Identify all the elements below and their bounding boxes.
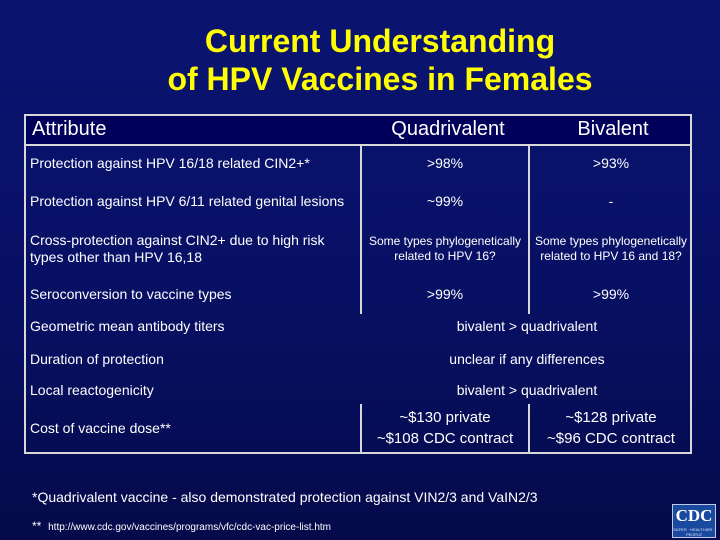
row1-quadrivalent <box>362 146 528 180</box>
row3-bivalent: Some types phylogenetically related to HPV 16 and 18? <box>534 234 688 263</box>
row8-bivalent <box>530 404 692 452</box>
header-attribute: Attribute <box>32 118 107 140</box>
table-bottom-border <box>24 452 692 454</box>
footnote-quadrivalent: *Quadrivalent vaccine - also demonstrated protection against VIN2/3 and VaIN2/3 <box>32 489 538 505</box>
row8-quadrivalent <box>362 404 528 452</box>
row1-attribute: Protection against HPV 16/18 related CIN2+* <box>30 154 310 171</box>
cdc-logo-tagline: SAFER · HEALTHIER · PEOPLE <box>673 527 715 537</box>
row1-bivalent <box>530 146 692 180</box>
header-quadrivalent: Quadrivalent <box>391 118 505 140</box>
footnote-price-list <box>32 519 331 533</box>
row4-quadrivalent: >99% <box>426 285 464 302</box>
title-line-2: of HPV Vaccines in Females <box>167 61 593 97</box>
comparison-table <box>24 114 692 454</box>
row7-attribute: Local reactogenicity <box>30 381 154 398</box>
row3-attribute: Cross-protection against CIN2+ due to high risk types other than HPV 16,18 <box>30 232 325 265</box>
row5-attribute: Geometric mean antibody titers <box>30 317 225 334</box>
row2-quadrivalent: ~99% <box>426 192 464 209</box>
row2-bivalent: - <box>608 192 614 209</box>
price-list-link[interactable]: http://www.cdc.gov/vaccines/programs/vfc/cdc-vac-price-list.htm <box>48 522 331 533</box>
row1-quadrivalent-value: >98% <box>426 154 464 171</box>
row8-bivalent-private: ~$128 private <box>565 409 657 426</box>
title-line-1: Current Understanding <box>204 23 556 59</box>
slide-title <box>0 22 720 98</box>
row4-bivalent: >99% <box>592 285 630 302</box>
cdc-logo-text: CDC <box>675 506 713 525</box>
row2-attribute: Protection against HPV 6/11 related genital lesions <box>30 192 345 209</box>
row1-bivalent-value: >93% <box>592 154 630 171</box>
header-bivalent: Bivalent <box>577 118 649 140</box>
row8-quadrivalent-contract: ~$108 CDC contract <box>376 430 514 447</box>
row7-combined: bivalent > quadrivalent <box>456 381 598 398</box>
row6-combined: unclear if any differences <box>449 350 605 367</box>
row5-combined: bivalent > quadrivalent <box>456 317 598 334</box>
row4-attribute: Seroconversion to vaccine types <box>30 285 232 302</box>
table-left-border <box>24 146 26 454</box>
row8-bivalent-contract: ~$96 CDC contract <box>547 430 675 447</box>
footnote-marker: ** <box>32 519 42 533</box>
row8-attribute: Cost of vaccine dose** <box>30 419 171 436</box>
row3-quadrivalent: Some types phylogenetically related to HPV 16? <box>368 234 522 263</box>
row8-quadrivalent-private: ~$130 private <box>399 409 491 426</box>
cdc-logo <box>672 504 716 538</box>
table-header <box>24 114 692 146</box>
row6-attribute: Duration of protection <box>30 350 164 367</box>
